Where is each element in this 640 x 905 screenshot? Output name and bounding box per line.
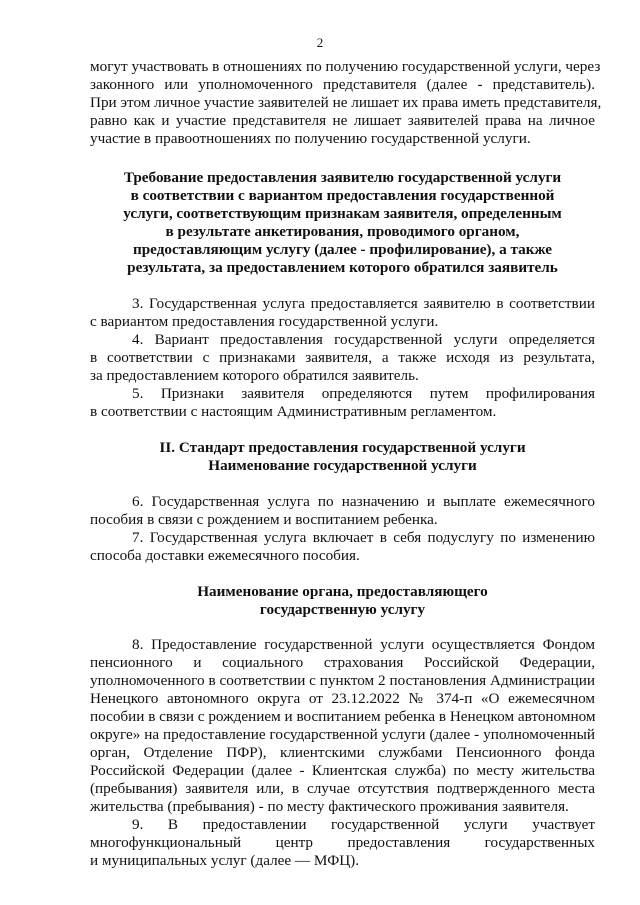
text-line: 5. Признаки заявителя определяются путем профилирования: [132, 385, 595, 402]
heading-standard: [90, 439, 595, 475]
paragraph-9: [90, 816, 595, 870]
heading-requirement: [90, 169, 595, 277]
heading-line: в результате анкетирования, проводимого органом,: [165, 223, 520, 240]
text-line: в соответствии с признаками заявителя, а также исходя из результата,: [90, 349, 595, 366]
text-line: в соответствии с настоящим Административным регламентом.: [90, 403, 497, 420]
document-body: [90, 58, 602, 870]
text-line: 3. Государственная услуга предоставляется заявителю в соответствии: [132, 295, 595, 312]
heading-line: государственную услугу: [259, 601, 426, 618]
text-line: участие в правоотношениях по получению государственной услуги.: [90, 130, 531, 147]
text-line: 4. Вариант предоставления государственной услуги определяется: [132, 331, 595, 348]
text-line: пособии в связи с рождением и воспитанием ребенка в Ненецком автономном: [90, 708, 596, 725]
paragraph-7: [90, 529, 595, 565]
heading-line: результата, за предоставлением которого обратился заявитель: [127, 259, 558, 276]
text-line: 6. Государственная услуга по назначению и выплате ежемесячного: [132, 493, 595, 510]
heading-line: Требование предоставления заявителю государственной услуги: [123, 169, 562, 186]
text-line: 8. Предоставление государственной услуги осуществляется Фондом: [132, 636, 595, 653]
heading-line: в соответствии с вариантом предоставления государственной: [130, 187, 555, 204]
text-line: пенсионного и социального страхования Российской Федерации,: [90, 654, 595, 671]
text-line: законного или уполномоченного представителя (далее - представитель).: [90, 76, 595, 93]
text-line: пособия в связи с рождением и воспитанием ребенка.: [90, 511, 438, 528]
text-line: уполномоченного в соответствии с пунктом 2 постановления Администрации: [90, 672, 595, 689]
text-line: равно как и участие представителя не лишает заявителей права на личное: [90, 112, 595, 129]
text-line: и муниципальных услуг (далее — МФЦ).: [90, 852, 360, 869]
text-line: (пребывания) заявителя или, в случае отсутствия подтвержденного места: [90, 780, 595, 797]
heading-line: услуги, соответствующим признакам заявителя, определенным: [123, 205, 562, 222]
text-line: При этом личное участие заявителей не лишает их права иметь представителя,: [90, 94, 602, 111]
heading-line: Наименование государственной услуги: [208, 457, 477, 474]
text-line: 9. В предоставлении государственной услуги участвует: [132, 816, 595, 833]
text-line: могут участвовать в отношениях по получению государственной услуги, через: [90, 58, 601, 75]
heading-line: Наименование органа, предоставляющего: [197, 583, 488, 600]
paragraph-4: [90, 331, 595, 385]
heading-organ: [90, 583, 595, 619]
text-line: Ненецкого автономного округа от 23.12.2022 № 374-п «О ежемесячном: [90, 690, 595, 707]
text-line: жительства (пребывания) - по месту фактического проживания заявителя.: [90, 798, 569, 815]
text-line: за предоставлением которого обратился заявитель.: [90, 367, 419, 384]
intro-paragraph: [90, 58, 602, 148]
page-number: 2: [316, 35, 324, 50]
paragraph-8: [90, 636, 595, 816]
paragraph-6: [90, 493, 595, 529]
heading-line: II. Стандарт предоставления государственной услуги: [159, 439, 526, 456]
paragraph-3: [90, 295, 595, 331]
heading-line: предоставляющим услугу (далее - профилирование), а также: [132, 241, 553, 258]
text-line: способа доставки ежемесячного пособия.: [90, 547, 360, 564]
text-line: округе» на предоставление государственной услуги (далее - уполномоченный: [90, 726, 595, 743]
text-line: Российской Федерации (далее - Клиентская служба) по месту жительства: [90, 762, 595, 779]
text-line: 7. Государственная услуга включает в себя подуслугу по изменению: [132, 529, 595, 546]
paragraph-5: [90, 385, 595, 421]
text-line: многофункциональный центр предоставления государственных: [90, 834, 595, 851]
text-line: с вариантом предоставления государственной услуги.: [90, 313, 439, 330]
text-line: орган, Отделение ПФР), клиентскими службами Пенсионного фонда: [90, 744, 595, 761]
